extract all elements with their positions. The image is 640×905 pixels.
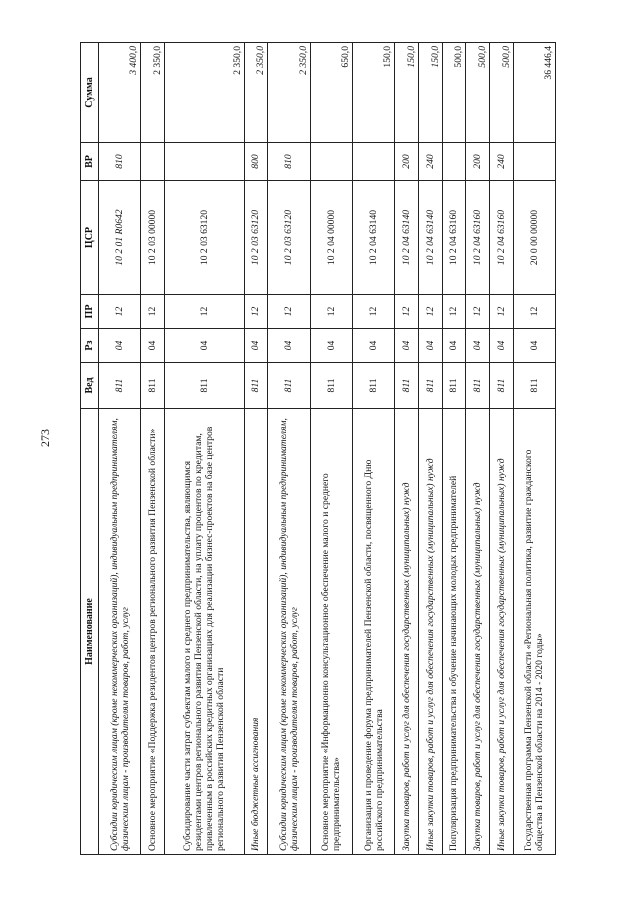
cell-rz: 04 [141, 329, 165, 363]
table-row [352, 43, 394, 855]
table-row [489, 43, 513, 855]
table-row [395, 43, 419, 855]
table-row [99, 43, 141, 855]
cell-sum: 2 350,0 [268, 43, 310, 143]
cell-pr: 12 [268, 295, 310, 329]
cell-sum: 650,0 [310, 43, 352, 143]
cell-rz: 04 [268, 329, 310, 363]
cell-csr: 10 2 04 00000 [310, 181, 352, 295]
cell-pr: 12 [310, 295, 352, 329]
cell-pr: 12 [165, 295, 245, 329]
cell-name: Популяризация предпринимательства и обучение начинающих молодых предпринимателей [442, 409, 466, 855]
cell-sum: 2 350,0 [244, 43, 268, 143]
cell-csr: 10 2 03 00000 [141, 181, 165, 295]
cell-ved: 811 [99, 363, 141, 409]
cell-sum: 500,0 [466, 43, 490, 143]
cell-vr: 240 [418, 143, 442, 181]
cell-vr [513, 143, 555, 181]
cell-csr: 10 2 03 63120 [244, 181, 268, 295]
cell-csr: 10 2 03 63120 [165, 181, 245, 295]
cell-rz: 04 [466, 329, 490, 363]
cell-ved: 811 [141, 363, 165, 409]
cell-rz: 04 [99, 329, 141, 363]
cell-csr: 20 0 00 00000 [513, 181, 555, 295]
cell-csr: 10 2 04 63140 [418, 181, 442, 295]
cell-name: Иные закупки товаров, работ и услуг для обеспечения государственных (муниципальных) нужд [489, 409, 513, 855]
cell-ved: 811 [418, 363, 442, 409]
cell-pr: 12 [442, 295, 466, 329]
cell-ved: 811 [165, 363, 245, 409]
header-name: Наименование [81, 409, 99, 855]
cell-ved: 811 [268, 363, 310, 409]
cell-sum: 500,0 [489, 43, 513, 143]
cell-vr: 200 [466, 143, 490, 181]
cell-vr: 240 [489, 143, 513, 181]
cell-csr: 10 2 04 63140 [395, 181, 419, 295]
cell-rz: 04 [352, 329, 394, 363]
cell-name: Основное мероприятие «Информационно консультационное обеспечение малого и среднего предпринимательства» [310, 409, 352, 855]
cell-rz: 04 [310, 329, 352, 363]
cell-csr: 10 2 01 R0642 [99, 181, 141, 295]
cell-ved: 811 [513, 363, 555, 409]
cell-pr: 12 [352, 295, 394, 329]
cell-ved: 811 [310, 363, 352, 409]
cell-rz: 04 [395, 329, 419, 363]
cell-rz: 04 [165, 329, 245, 363]
cell-vr [352, 143, 394, 181]
cell-csr: 10 2 04 63160 [489, 181, 513, 295]
cell-pr: 12 [513, 295, 555, 329]
cell-pr: 12 [466, 295, 490, 329]
cell-pr: 12 [99, 295, 141, 329]
cell-rz: 04 [513, 329, 555, 363]
cell-name: Субсидирование части затрат субъектам малого и среднего предпринимательства, являющимся резидентами центров регионального развития Пензенской области, на уплату процентов по кредитам, привлеченным в российских кредитных организациях для реализации бизнес-проектов на базе центров регионального развития Пензенской области [165, 409, 245, 855]
table-row [513, 43, 555, 855]
rotated-table-container [80, 43, 556, 855]
cell-name: Закупка товаров, работ и услуг для обеспечения государственных (муниципальных) нужд [395, 409, 419, 855]
header-csr: ЦСР [81, 181, 99, 295]
table-row [244, 43, 268, 855]
cell-vr: 810 [99, 143, 141, 181]
header-pr: ПР [81, 295, 99, 329]
cell-ved: 811 [244, 363, 268, 409]
cell-vr: 800 [244, 143, 268, 181]
cell-name: Организация и проведение форума предпринимателей Пензенской области, посвященного Дню российского предпринимательства [352, 409, 394, 855]
cell-sum: 2 350,0 [165, 43, 245, 143]
cell-vr: 810 [268, 143, 310, 181]
cell-name: Закупка товаров, работ и услуг для обеспечения государственных (муниципальных) нужд [466, 409, 490, 855]
cell-name: Основное мероприятие «Поддержка резидентов центров регионального развития Пензенской области» [141, 409, 165, 855]
cell-sum: 150,0 [352, 43, 394, 143]
page-number: 273 [38, 429, 52, 447]
table-row [310, 43, 352, 855]
cell-csr: 10 2 04 63140 [352, 181, 394, 295]
cell-ved: 811 [352, 363, 394, 409]
cell-sum: 3 400,0 [99, 43, 141, 143]
cell-name: Иные бюджетные ассигнования [244, 409, 268, 855]
cell-pr: 12 [489, 295, 513, 329]
cell-name: Государственная программа Пензенской области «Региональная политика, развитие гражданского общества в Пензенской области на 2014 - 2020 годы» [513, 409, 555, 855]
cell-vr [141, 143, 165, 181]
cell-vr [442, 143, 466, 181]
budget-table [80, 42, 556, 855]
cell-name: Субсидии юридическим лицам (кроме некоммерческих организаций), индивидуальным предпринимателям, физическим лицам - производителям товаров, работ, услуг [99, 409, 141, 855]
cell-vr [165, 143, 245, 181]
cell-rz: 04 [418, 329, 442, 363]
cell-pr: 12 [418, 295, 442, 329]
header-sum: Сумма [81, 43, 99, 143]
cell-pr: 12 [244, 295, 268, 329]
cell-sum: 2 350,0 [141, 43, 165, 143]
cell-vr: 200 [395, 143, 419, 181]
cell-name: Субсидии юридическим лицам (кроме некоммерческих организаций), индивидуальным предпринимателям, физическим лицам - производителям товаров, работ, услуг [268, 409, 310, 855]
cell-name: Иные закупки товаров, работ и услуг для обеспечения государственных (муниципальных) нужд [418, 409, 442, 855]
header-ved: Вед [81, 363, 99, 409]
header-vr: ВР [81, 143, 99, 181]
table-row [442, 43, 466, 855]
table-header-row [81, 43, 99, 855]
table-row [165, 43, 245, 855]
cell-csr: 10 2 03 63120 [268, 181, 310, 295]
cell-rz: 04 [442, 329, 466, 363]
table-row [141, 43, 165, 855]
table-row [418, 43, 442, 855]
cell-pr: 12 [395, 295, 419, 329]
cell-rz: 04 [244, 329, 268, 363]
cell-ved: 811 [442, 363, 466, 409]
cell-sum: 36 446,4 [513, 43, 555, 143]
cell-ved: 811 [489, 363, 513, 409]
cell-csr: 10 2 04 63160 [466, 181, 490, 295]
cell-ved: 811 [466, 363, 490, 409]
table-row [466, 43, 490, 855]
cell-sum: 150,0 [395, 43, 419, 143]
cell-rz: 04 [489, 329, 513, 363]
header-rz: Рз [81, 329, 99, 363]
table-body [99, 43, 556, 855]
cell-ved: 811 [395, 363, 419, 409]
table-row [268, 43, 310, 855]
cell-sum: 150,0 [418, 43, 442, 143]
cell-vr [310, 143, 352, 181]
cell-sum: 500,0 [442, 43, 466, 143]
cell-csr: 10 2 04 63160 [442, 181, 466, 295]
cell-pr: 12 [141, 295, 165, 329]
